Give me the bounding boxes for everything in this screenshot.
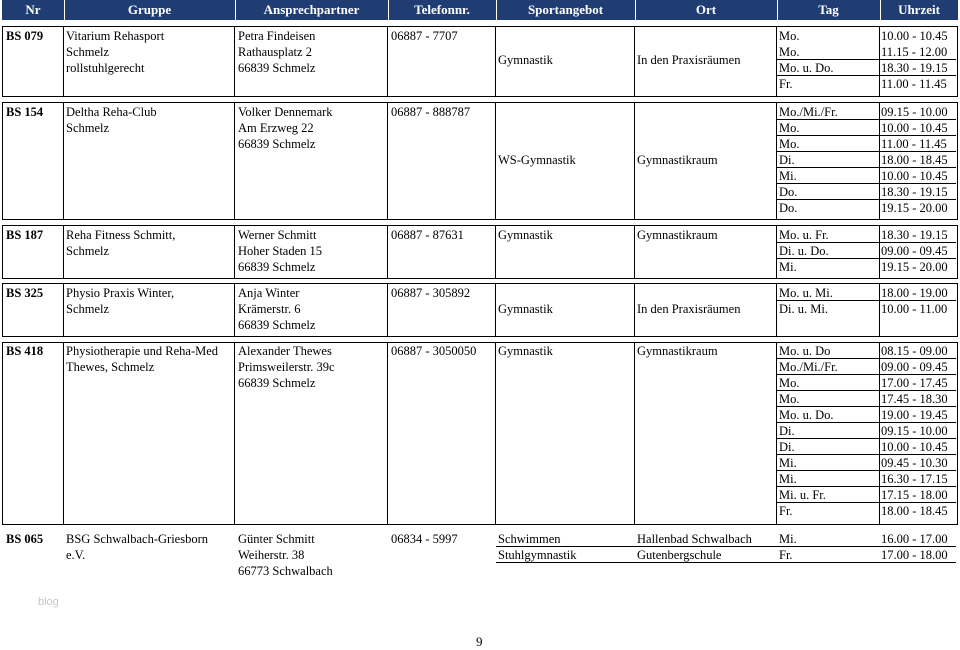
- day: Mo. u. Fr.: [779, 228, 829, 242]
- day: Mi.: [779, 532, 797, 546]
- phone-number: 06834 - 5997: [391, 532, 458, 546]
- time: 10.00 - 10.45: [881, 29, 948, 43]
- location: Gymnastikraum: [637, 228, 718, 242]
- row-nr: BS 418: [6, 344, 44, 358]
- time: 09.15 - 10.00: [881, 424, 948, 438]
- phone-number: 06887 - 305892: [391, 286, 471, 300]
- contact-line: Primsweilerstr. 39c: [238, 360, 335, 374]
- time: 18.00 - 18.45: [881, 153, 948, 167]
- gruppe-line: Schmelz: [66, 302, 110, 316]
- day: Di. u. Do.: [779, 244, 829, 258]
- day: Mo.: [779, 45, 800, 59]
- time: 11.00 - 11.45: [881, 137, 947, 151]
- gruppe-line: Reha Fitness Schmitt,: [66, 228, 176, 242]
- row-nr: BS 187: [6, 228, 44, 242]
- day: Mo.: [779, 137, 800, 151]
- day: Di.: [779, 153, 795, 167]
- header-uhrzeit: Uhrzeit: [898, 2, 940, 17]
- contact-line: Petra Findeisen: [238, 29, 316, 43]
- gruppe-line: e.V.: [66, 548, 86, 562]
- day: Do.: [779, 201, 798, 215]
- sport-offer: Gymnastik: [498, 302, 553, 316]
- contact-line: Werner Schmitt: [238, 228, 317, 242]
- time: 10.00 - 10.45: [881, 121, 948, 135]
- day: Do.: [779, 185, 798, 199]
- contact-line: 66773 Schwalbach: [238, 564, 333, 578]
- gruppe-line: Physiotherapie und Reha-Med: [66, 344, 219, 358]
- location: In den Praxisräumen: [637, 302, 741, 316]
- time: 18.30 - 19.15: [881, 61, 948, 75]
- time: 19.00 - 19.45: [881, 408, 948, 422]
- contact-line: Alexander Thewes: [238, 344, 332, 358]
- time: 08.15 - 09.00: [881, 344, 948, 358]
- gruppe-line: BSG Schwalbach-Griesborn: [66, 532, 208, 546]
- location: Gymnastikraum: [637, 344, 718, 358]
- gruppe-line: Schmelz: [66, 45, 110, 59]
- day: Fr.: [779, 504, 793, 518]
- time: 16.00 - 17.00: [881, 532, 948, 546]
- sport-offer: Stuhlgymnastik: [498, 548, 577, 562]
- time: 11.00 - 11.45: [881, 77, 947, 91]
- contact-line: Rathausplatz 2: [238, 45, 312, 59]
- time: 17.00 - 17.45: [881, 376, 948, 390]
- sport-offer: Gymnastik: [498, 53, 553, 67]
- day: Mo. u. Do.: [779, 408, 834, 422]
- contact-line: Weiherstr. 38: [238, 548, 305, 562]
- contact-line: Günter Schmitt: [238, 532, 315, 546]
- day: Mo.: [779, 29, 800, 43]
- time: 10.00 - 11.00: [881, 302, 948, 316]
- row-nr: BS 325: [6, 286, 44, 300]
- day: Mi.: [779, 169, 797, 183]
- day: Di.: [779, 440, 795, 454]
- row-nr: BS 079: [6, 29, 44, 43]
- header-sportangebot: Sportangebot: [496, 0, 636, 20]
- gruppe-line: Deltha Reha-Club: [66, 105, 157, 119]
- row-nr: BS 154: [6, 105, 44, 119]
- header-nr: Nr: [2, 0, 65, 20]
- time: 10.00 - 10.45: [881, 440, 948, 454]
- contact-line: Volker Dennemark: [238, 105, 333, 119]
- day: Fr.: [779, 548, 793, 562]
- phone-number: 06887 - 7707: [391, 29, 458, 43]
- contact-line: 66839 Schmelz: [238, 137, 316, 151]
- day: Mi.: [779, 456, 797, 470]
- time: 18.30 - 19.15: [881, 228, 948, 242]
- contact-line: Am Erzweg 22: [238, 121, 314, 135]
- header-gruppe: Gruppe: [64, 0, 236, 20]
- header-tag: Tag: [777, 0, 881, 20]
- sport-offer: WS-Gymnastik: [498, 153, 576, 167]
- gruppe-line: Physio Praxis Winter,: [66, 286, 175, 300]
- time: 19.15 - 20.00: [881, 201, 948, 215]
- contact-line: 66839 Schmelz: [238, 260, 316, 274]
- contact-line: 66839 Schmelz: [238, 318, 316, 332]
- time: 17.15 - 18.00: [881, 488, 948, 502]
- time: 17.00 - 18.00: [881, 548, 948, 562]
- time: 19.15 - 20.00: [881, 260, 948, 274]
- phone-number: 06887 - 87631: [391, 228, 464, 242]
- gruppe-line: Vitarium Rehasport: [66, 29, 165, 43]
- day: Mo.: [779, 392, 800, 406]
- location: Gymnastikraum: [637, 153, 718, 167]
- day: Mo./Mi./Fr.: [779, 105, 838, 119]
- watermark-text: blog: [38, 596, 59, 608]
- day: Mo./Mi./Fr.: [779, 360, 838, 374]
- time: 11.15 - 12.00: [881, 45, 948, 59]
- day: Fr.: [779, 77, 793, 91]
- phone-number: 06887 - 888787: [391, 105, 471, 119]
- location: In den Praxisräumen: [637, 53, 741, 67]
- day: Mo. u. Do: [779, 344, 831, 358]
- day: Di. u. Mi.: [779, 302, 828, 316]
- phone-number: 06887 - 3050050: [391, 344, 477, 358]
- gruppe-line: Schmelz: [66, 121, 110, 135]
- time: 09.00 - 09.45: [881, 360, 948, 374]
- location: Hallenbad Schwalbach: [637, 532, 752, 546]
- sport-offer: Gymnastik: [498, 344, 553, 358]
- day: Mi. u. Fr.: [779, 488, 826, 502]
- day: Di.: [779, 424, 795, 438]
- day: Mi.: [779, 472, 797, 486]
- page-number: 9: [476, 634, 483, 649]
- contact-line: Krämerstr. 6: [238, 302, 301, 316]
- time: 10.00 - 10.45: [881, 169, 948, 183]
- gruppe-line: rollstuhlgerecht: [66, 61, 145, 75]
- time: 18.00 - 19.00: [881, 286, 948, 300]
- location: Gutenbergschule: [637, 548, 722, 562]
- gruppe-line: Thewes, Schmelz: [66, 360, 155, 374]
- table-header: [2, 0, 958, 20]
- time: 09.00 - 09.45: [881, 244, 948, 258]
- contact-line: 66839 Schmelz: [238, 376, 316, 390]
- day: Mo.: [779, 376, 800, 390]
- time: 09.15 - 10.00: [881, 105, 948, 119]
- gruppe-line: Schmelz: [66, 244, 110, 258]
- time: 09.45 - 10.30: [881, 456, 948, 470]
- time: 16.30 - 17.15: [881, 472, 948, 486]
- header-ansprechpartner: Ansprechpartner: [235, 0, 389, 20]
- time: 17.45 - 18.30: [881, 392, 948, 406]
- sport-offer: Schwimmen: [498, 532, 561, 546]
- contact-line: 66839 Schmelz: [238, 61, 316, 75]
- row-nr: BS 065: [6, 532, 44, 546]
- day: Mi.: [779, 260, 797, 274]
- contact-line: Anja Winter: [238, 286, 300, 300]
- day: Mo. u. Do.: [779, 61, 834, 75]
- time: 18.30 - 19.15: [881, 185, 948, 199]
- sport-offer: Gymnastik: [498, 228, 553, 242]
- day: Mo.: [779, 121, 800, 135]
- contact-line: Hoher Staden 15: [238, 244, 323, 258]
- day: Mo. u. Mi.: [779, 286, 833, 300]
- header-ort: Ort: [635, 0, 778, 20]
- time: 18.00 - 18.45: [881, 504, 948, 518]
- header-telefon: Telefonnr.: [388, 0, 497, 20]
